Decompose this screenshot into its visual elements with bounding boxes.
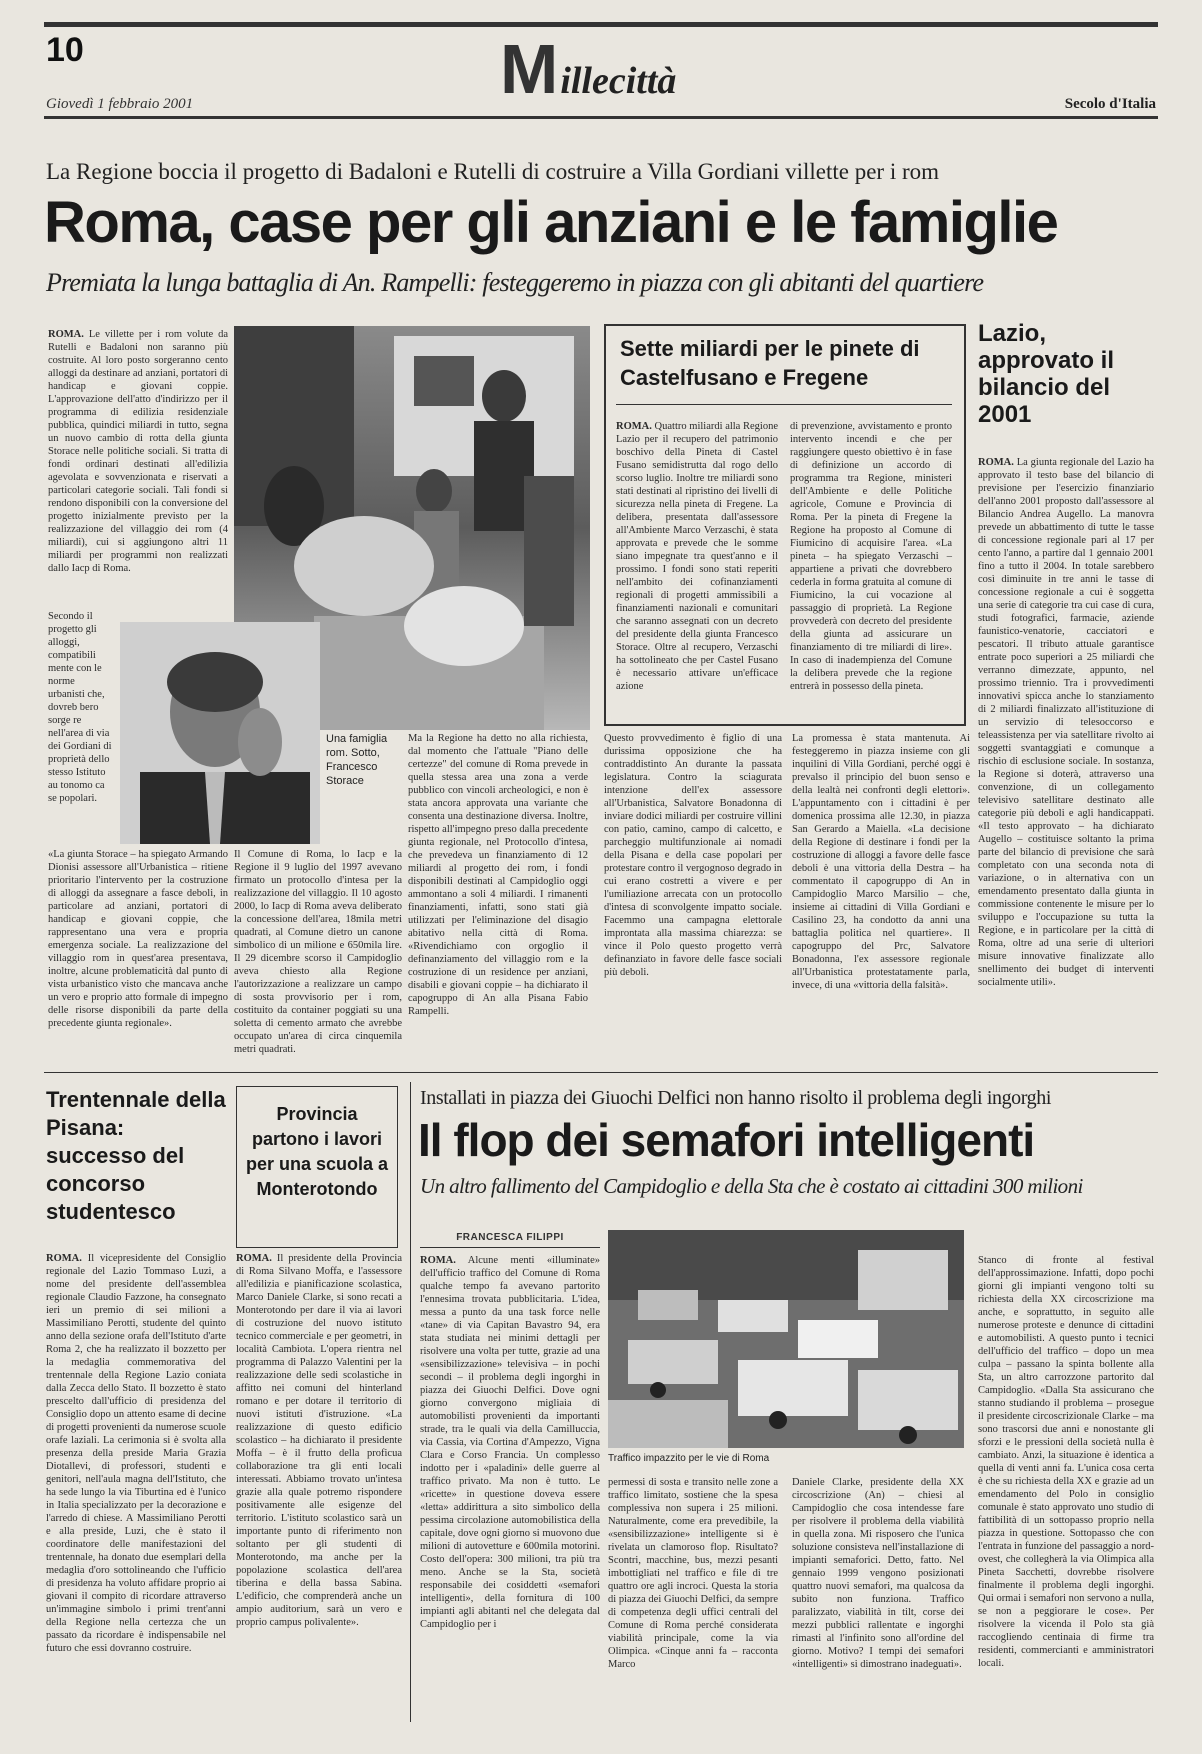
semafori-vertical-rule bbox=[410, 1082, 411, 1722]
traffic-photo-image bbox=[608, 1230, 964, 1448]
pisana-headline: Trentennale della Pisana: successo del concorso studentesco bbox=[46, 1087, 226, 1224]
issue-date: Giovedì 1 febbraio 2001 bbox=[46, 96, 194, 112]
semafori-kicker: Installati in piazza dei Giuochi Delfici non hanno risolto il problema degli ingorghi bbox=[420, 1087, 1052, 1109]
semafori-headline: Il flop dei semafori intelligenti bbox=[418, 1114, 1035, 1166]
main-story-col1-top bbox=[48, 328, 228, 606]
top-border-rule bbox=[44, 22, 1158, 27]
pisana-dateline: ROMA. bbox=[46, 1253, 82, 1264]
main-story-col5 bbox=[792, 732, 970, 1042]
lower-section-rule bbox=[44, 1072, 1158, 1073]
pinete-col2-text: di prevenzione, avvistamento e pronto intervento incendi e che per raggiungere questo obiettivo è in fase di definizione un accordo di programma tra Regione, ministeri dell'Ambiente e delle Politiche agricole, Comune e Provincia di Roma. Per la pineta di Fregene la Regione ha proposto al Comune di Fiumicino di acquisire l'area. «La pineta – ha spiegato Verzaschi – appartiene a privati che dovrebbero cederla in forma gratuita al comune di Fiumicino, la cui vocazione al passaggio di proprietà. La Regione provvederà con decreto del presidente della giunta ad assicurare un finanziamento di tre miliardi di lire». In caso di inadempienza del Comune la delibera prevede che la regione entrerà in possesso della pineta. bbox=[790, 421, 952, 692]
byline-rule bbox=[420, 1247, 600, 1248]
semafori-col4-text: Stanco di fronte al festival dell'approssimazione. Infatti, dopo pochi giorni gli impianti vengono tolti su richiesta della XX circoscrizione ma anche, e soprattutto, in seguito alle numerose proteste e denunce di cittadini e automobilisti. A questo punto i tecnici dell'ufficio del traffico – dopo un mea culpa – passano la spinta bollente alla Sta, un altro carrozzone partorito dal Campidoglio. «Dalla Sta assicurano che stanno studiando il problema – prosegue il presidente circoscrizionale Clarke – ma sono trascorsi due anni e nonostante gli sforzi e le pressioni della società nulla è cambiato. Anzi, la situazione è identica a quella di venti anni fa. L'unica cosa certa è che su richiesta della XX e grazie ad un emendamento del Polo in consiglio comunale è stato approvato uno studio di fattibilità di un sottopasso proprio nella piazza in questione. Sottopasso che con l'entrata in funzione del passaggio a nord-ovest, che collegherà la via Olimpica alla Pineta Sacchetti, dovrebbe risolvere finalmente il problema degli ingorghi. Qui ormai i semafori non servono a nulla, se non a peggiorare le cose». Per risolvere la vicenda il Polo sta già raccogliendo centinaia di firme tra residenti, commercianti e amministratori locali. bbox=[978, 1255, 1154, 1669]
traffic-photo bbox=[608, 1230, 964, 1448]
traffic-photo-caption: Traffico impazzito per le vie di Roma bbox=[608, 1453, 770, 1464]
main-col1-narrow-text: Secondo il progetto gli alloggi, compatibili mente con le norme urbanisti che, dovreb bero sorge re nell'area di via dei Gordiani di proprietà dello stesso Istituto au tonomo ca se popolari. bbox=[48, 611, 112, 804]
provincia-text-body: Il presidente della Provincia di Roma Silvano Moffa, e l'assessore all'edilizia e pianificazione scolastica, Marco Daniele Clarke, si sono recati a Monterotondo per dare il via ai lavori di costruzione del nuovo istituto tecnico commerciale e per geometri, in località Cambiota. L'opera rientra nel programma di Palazzo Valentini per la realizzazione delle sedi scolastiche in affitto nei comuni del hinterland romano e per dotare il territorio di nuovi istituti d'istruzione. «La realizzazione di questo edificio scolastico – ha dichiarato il presidente Moffa – è il frutto della proficua collaborazione tra gli enti locali interessati. Abbiamo trovato un'intesa grazie alla quale potremo rispondere positivamente alle esigenze del territorio. L'istituto scolastico sarà un importante punto di riferimento non soltanto per gli studenti di Monterotondo, ma anche per la popolazione scolastica dell'area tiberina e della bassa Sabina. L'edificio, che comprenderà anche un ampio auditorium, sarà un vero e proprio campus polivalente». bbox=[236, 1253, 402, 1628]
pinete-rule bbox=[616, 404, 952, 405]
main-col1-top-text: Le villette per i rom volute da Rutelli e Badaloni non saranno più costruite. Al loro posto sorgeranno cento alloggi da destinare ad anziani, portatori di handicap e giovani coppie. L'approvazione dell'atto d'indirizzo per il programma di edilizia residenziale pubblica, quindici miliardi in tutto, segna un nuovo cambio di rotta della giunta Storace nelle politiche sociali. Si tratta di fondi ordinari destinati all'edilizia agevolata e sovvenzionata e riservati a particolari categorie sociali. Tali fondi si rendono disponibili con la conversione del progetto inizialmente previsto per la realizzazione del villaggio dei rom (4 miliardi), cui si aggiungono altri 11 miliardi per programmi non realizzati dallo Iacp di Roma. bbox=[48, 329, 229, 574]
main-subhead: Premiata la lunga battaglia di An. Rampelli: festeggeremo in piazza con gli abitanti del quartiere bbox=[46, 268, 984, 297]
lazio-text-body: La giunta regionale del Lazio ha approvato il testo base del bilancio di previsione per l'esercizio finanziario dell'anno 2001 proposto dall'assessore al Bilancio Andrea Augello. La manovra prevede un abbattimento di tutte le tasse di concessione regionale pari al 17 per cento l'anno, a partire dal 1 gennaio 2001 fino a tutto il 2004. In totale sarebbero così diminuite in tre anni le tasse di concessione regionale a cui è soggetta una serie di categorie tra cui case di cura, studi fotografici, farmacie, aziende faunistico-venatorie, cacciatori e pescatori. Il tributo attuale garantisce entrate poco superiori a 25 miliardi che verranno dimezzate, appunto, nel prossimo triennio. Tra i provvedimenti innovativi spicca anche lo stanziamento di 2 miliardi finalizzato all'istituzione di un servizio di telesoccorso e teleassistenza per via satellitare rivolto ai soggetti svantaggiati e comunque a rischio di esclusione sociale. In sostanza, la Regione si doterà, attraverso una convenzione, di un collegamento televisivo satellitare destinato alle categorie più deboli e agli handicappati. «Il testo approvato – ha dichiarato Augello – costituisce soltanto la prima parte del bilancio di previsione che sarà completato con una seconda nota di variazione, o in alternativa con un emendamento presentato dalla giunta in commissione contenente le misure per lo sviluppo e l'occupazione su tutta la Regione, e in particolare per la città di Roma, oltre ad una serie di ulteriori misure innovative finalizzate allo snellimento dei budget di interventi socialmente utili». bbox=[978, 457, 1155, 988]
storace-photo bbox=[120, 622, 320, 844]
photo-caption: Una famiglia rom. Sotto, Francesco Storace bbox=[326, 733, 388, 787]
pinete-dateline: ROMA. bbox=[616, 421, 652, 432]
semafori-dateline: ROMA. bbox=[420, 1255, 456, 1266]
provincia-headline: Provincia partono i lavori per una scuola a Monterotondo bbox=[245, 1104, 389, 1199]
main-story-col2 bbox=[234, 848, 402, 1055]
pisana-text-body: Il vicepresidente del Consiglio regionale del Lazio Tommaso Luzi, a nome del presidente dell'assemblea regionale Claudio Fazzone, ha consegnato ieri un premio di sei milioni a Massimiliano Perotti, studente del quinto anno della sezione orafa dell'Istituto d'arte Roma 2, che ha realizzato il bozzetto per la medaglia commemorativa del trentennale della Regione Lazio coniata dalla Zecca dello Stato. Il bozzetto è stato prescelto dall'ufficio di presidenza del Consiglio dopo un attento esame di decine di progetti provenienti da numerose scuole orafe laziali. La cerimonia si è svolta alla presenza della preside Maria Grazia Diotallevi, di professori, studenti e genitori, nell'aula magna dell'Istituto, che ha sede lungo la via Tiburtina ed è l'unico in Italia specializzato per la decorazione e l'arredo di chiese. A Massimiliano Perotti e alla preside, Luzi, che è stato il coordinatore delle manifestazioni del trentennale, ha donato due esemplari della medaglia d'oro sottolineando che l'ufficio di presidenza ha voluto affidare proprio ai giovani il compito di ricordare attraverso un'immagine simbolo i primi trent'anni della Regione nella certezza che un passato da ricordare è indispensabile nel futuro che essi dovranno costruire. bbox=[46, 1253, 226, 1654]
semafori-col2-text: permessi di sosta e transito nelle zone a traffico limitato, sostiene che la spesa complessiva non supera i 25 milioni. Naturalmente, come era prevedibile, la «sensibilizzazione» intelligente si è rivelata un clamoroso flop. Risultato? Scontri, macchine, bus, mezzi pesanti imbottigliati nel traffico e file di tre quattro ore agli incroci. Questa la storia di piazza dei Giuochi Delfici, da sempre di competenza degli uffici centrali del Comune di Roma perché considerata viabilità principale, come la via Olimpica. «Cinque anni fa – racconta Marco bbox=[608, 1477, 778, 1670]
pisana-text bbox=[46, 1252, 226, 1728]
lazio-headline: Lazio, approvato il bilancio del 2001 bbox=[978, 320, 1115, 428]
semafori-col1 bbox=[420, 1254, 600, 1730]
pinete-col2 bbox=[790, 420, 952, 716]
main-story-col4 bbox=[604, 732, 782, 1042]
semafori-col2 bbox=[608, 1476, 778, 1730]
byline: FRANCESCA FILIPPI bbox=[456, 1232, 564, 1243]
semafori-col3-text: Daniele Clarke, presidente della XX circoscrizione (An) – chiesi al Campidoglio che cosa intendesse fare per risolvere il problema della viabilità in quella zona. Mi risposero che l'unica soluzione consisteva nell'installazione di impianti semaforici. Detto, fatto. Nel gennaio 1999 vengono posizionati quattro nuovi semafori, ma qualcosa da subito non funziona. Traffico paralizzato, viabilità in tilt, corse dei mezzi pubblici rallentate e ingorghi rimasti al l'infinito sono all'ordine del giorno. Motivo? I tempi dei semafori «intelligenti» si dimostrano inadeguati». bbox=[792, 1477, 964, 1670]
main-col2-text: Il Comune di Roma, lo Iacp e la Regione il 9 luglio del 1997 avevano firmato un protocollo d'intesa per la realizzazione del villaggio. Il 10 agosto 2000, lo Iacp di Roma aveva deliberato la concessione dell'area, 18mila metri quadrati, al Comune dietro un canone simbolico di un milione e 650mila lire. Il 29 dicembre scorso il Campidoglio aveva chiesto alla Regione l'autorizzazione a realizzare un campo di sosta provvisorio per i rom, costituito da container poggiati su una soletta di cemento armato che avrebbe occupato un'area di circa cinquemila metri quadrati. bbox=[234, 849, 402, 1055]
section-title bbox=[500, 30, 677, 108]
main-dateline: ROMA. bbox=[48, 329, 84, 340]
page-number: 10 bbox=[46, 31, 84, 69]
pinete-col1 bbox=[616, 420, 778, 716]
main-col4-text: Questo provvedimento è figlio di una durissima opposizione che ha contraddistinto An durante la passata legislatura. Contro la sciagurata intenzione dell'ex assessore all'Urbanistica, Salvatore Bonadonna di inviare dodici miliardi per costruire villini con patio, camino, campo di calcetto, e parcheggio multifunzionale ai nomadi della Pisana e della case popolari per protestare contro il vergognoso degrado in cui erano costretti a vivere e per l'umiliazione arrecata con un protocollo d'intesa di sconvolgente impatto sociale. Facemmo una campagna elettorale improntata alla massima chiarezza: se vince il Polo questo progetto verrà definanziato in favore delle fasce sociali più deboli. bbox=[604, 733, 782, 978]
lazio-dateline: ROMA. bbox=[978, 457, 1014, 468]
main-col3-text: Ma la Regione ha detto no alla richiesta, dal momento che l'attuale "Piano delle certezze" del comune di Roma prevede in quella stessa area una zona a verde pubblico con vincoli archeologici, e non è stata ancora approvata una variante che consenta una destinazione diversa. Inoltre, rispetto all'impegno preso dalla precedente giunta regionale, nel Protocollo d'intesa, che prevedeva un finanziamento di 12 miliardi al progetto dei rom, i fondi disponibili destinati al Campidoglio oggi ammontano a soli 4 miliardi. I rimanenti finanziamenti, infatti, sono stati già utilizzati per l'eliminazione del disagio abitativo nella città di Roma. «Rivendichiamo con orgoglio il definanziamento del villaggio rom e la costruzione di un residence per anziani, disabili e giovani coppie – ha dichiarato il capogruppo di An alla Pisana Fabio Rampelli. bbox=[408, 733, 588, 1017]
main-col5-text: La promessa è stata mantenuta. Ai festeggeremo in piazza insieme con gli inquilini di Villa Gordiani, perché oggi è prevalso il principio del buon senso e della lealtà nei confronti degli elettori». L'appuntamento con i cittadini è per domenica prossima alle 12.30, in piazza San Gerardo a Maiella. «La decisione della Regione di destinare i fondi per la costruzione di alloggi a favore delle fasce deboli è una vittoria della Destra – ha commentato il capogruppo di An in Campidoglio Marco Marsilio – che, insieme ai cittadini di Villa Gordiani e Casilino 23, ha condotto da anni una battaglia politica nel quartiere». Il capogruppo del Prc, Salvatore Bonadonna, l'ex assessore regionale all'Urbanistica protestatamente parla, invece, di una «vittoria della falsità». bbox=[792, 733, 970, 991]
storace-photo-image bbox=[120, 622, 320, 844]
main-kicker: La Regione boccia il progetto di Badaloni e Rutelli di costruire a Villa Gordiani villette per i rom bbox=[46, 159, 940, 184]
semafori-col3 bbox=[792, 1476, 964, 1730]
newspaper-name: Secolo d'Italia bbox=[1064, 96, 1156, 112]
pinete-headline: Sette miliardi per le pinete di Castelfusano e Fregene bbox=[620, 336, 920, 390]
main-story-col1-narrow bbox=[48, 610, 114, 844]
section-title-initial: M bbox=[500, 30, 557, 108]
section-title-rest: illecittà bbox=[560, 60, 677, 102]
provincia-dateline: ROMA. bbox=[236, 1253, 272, 1264]
provincia-text bbox=[236, 1252, 402, 1728]
lazio-text bbox=[978, 456, 1154, 1042]
semafori-col4 bbox=[978, 1254, 1154, 1730]
main-story-col3 bbox=[408, 732, 588, 1042]
semafori-subhead: Un altro fallimento del Campidoglio e della Sta che è costato ai cittadini 300 milioni bbox=[420, 1174, 1083, 1198]
semafori-col1-text: Alcune menti «illuminate» dell'ufficio traffico del Comune di Roma qualche tempo fa avevano partorito l'ennesima trovata pubblicitaria. L'idea, messa a punto da una task force nelle «tane» di via Capitan Bavastro 94, era stata studiata nei minimi dettagli per risolvere una volta per tutte, grazie ad una «sensibilizzazione» televisiva – in pochi secondi – il problema degli ingorghi in piazza dei Giuochi Delfici. Dove ogni giorno convergono migliaia di automobilisti provenienti da importanti strade, tra le quali via della Camilluccia, via Cassia, via Cortina d'Ampezzo, Vigna Clara e Corso Francia. Un complesso indotto per i «paladini» delle guerre al traffico privato. Ma non è tutto. Le «ricette» in questione doveva essere «letta» addirittura a sito simbolico della pessima circolazione automobilistica della capitale, dove ogni giorno si muovono due milioni di autovetture e 600mila motorini. Costo dell'opera: 300 milioni, tra più tra meno. Anche se la Sta, società responsabile dei cosiddetti «semafori intelligenti», della fornitura di 100 impianti agli abitanti nel che delegata dal Campidoglio per i bbox=[420, 1255, 600, 1630]
masthead-rule bbox=[44, 116, 1158, 119]
main-headline: Roma, case per gli anziani e le famiglie bbox=[44, 190, 1058, 255]
main-col1-bottom-text: «La giunta Storace – ha spiegato Armando Dionisi assessore all'Urbanistica – ritiene prioritario l'intervento per la costruzione di alloggi da assegnare a fasce deboli, in particolare ad anziani, portatori di handicap e giovani coppie, che rappresentano una vera e propria emergenza sociale. La realizzazione del villaggio rom in quest'area presentava, inoltre, alcune problematicità dal punto di vista urbanistico visto che mancava anche un vero e proprio atto formale di impegno delle risorse disponibili da parte della precedente giunta regionale». bbox=[48, 849, 228, 1029]
main-story-col1-bottom bbox=[48, 848, 228, 1042]
pinete-col1-text: Quattro miliardi alla Regione Lazio per il recupero del patrimonio boschivo della Pineta di Castel Fusano semidistrutta dal rogo dello scorso luglio. Inoltre tre miliardi sono stati destinati al ripristino dei livelli di sicurezza nella pineta di Fregene. La delibera, presentata dall'assessore all'Ambiente Marco Verzaschi, è stata approvata e prevede che le somme siano impegnate tra quest'anno e il prossimo. I fondi sono stati reperiti nell'ambito dei cofinanziamenti regionali di progetti ammissibili a finanziamenti nazionali e comunitari che saranno assegnati con un decreto del presidente della giunta Francesco Storace. Oltre al recupero, Verzaschi ha sottolineato che per Castel Fusano è necessario attivare un'efficace azione bbox=[616, 421, 779, 692]
